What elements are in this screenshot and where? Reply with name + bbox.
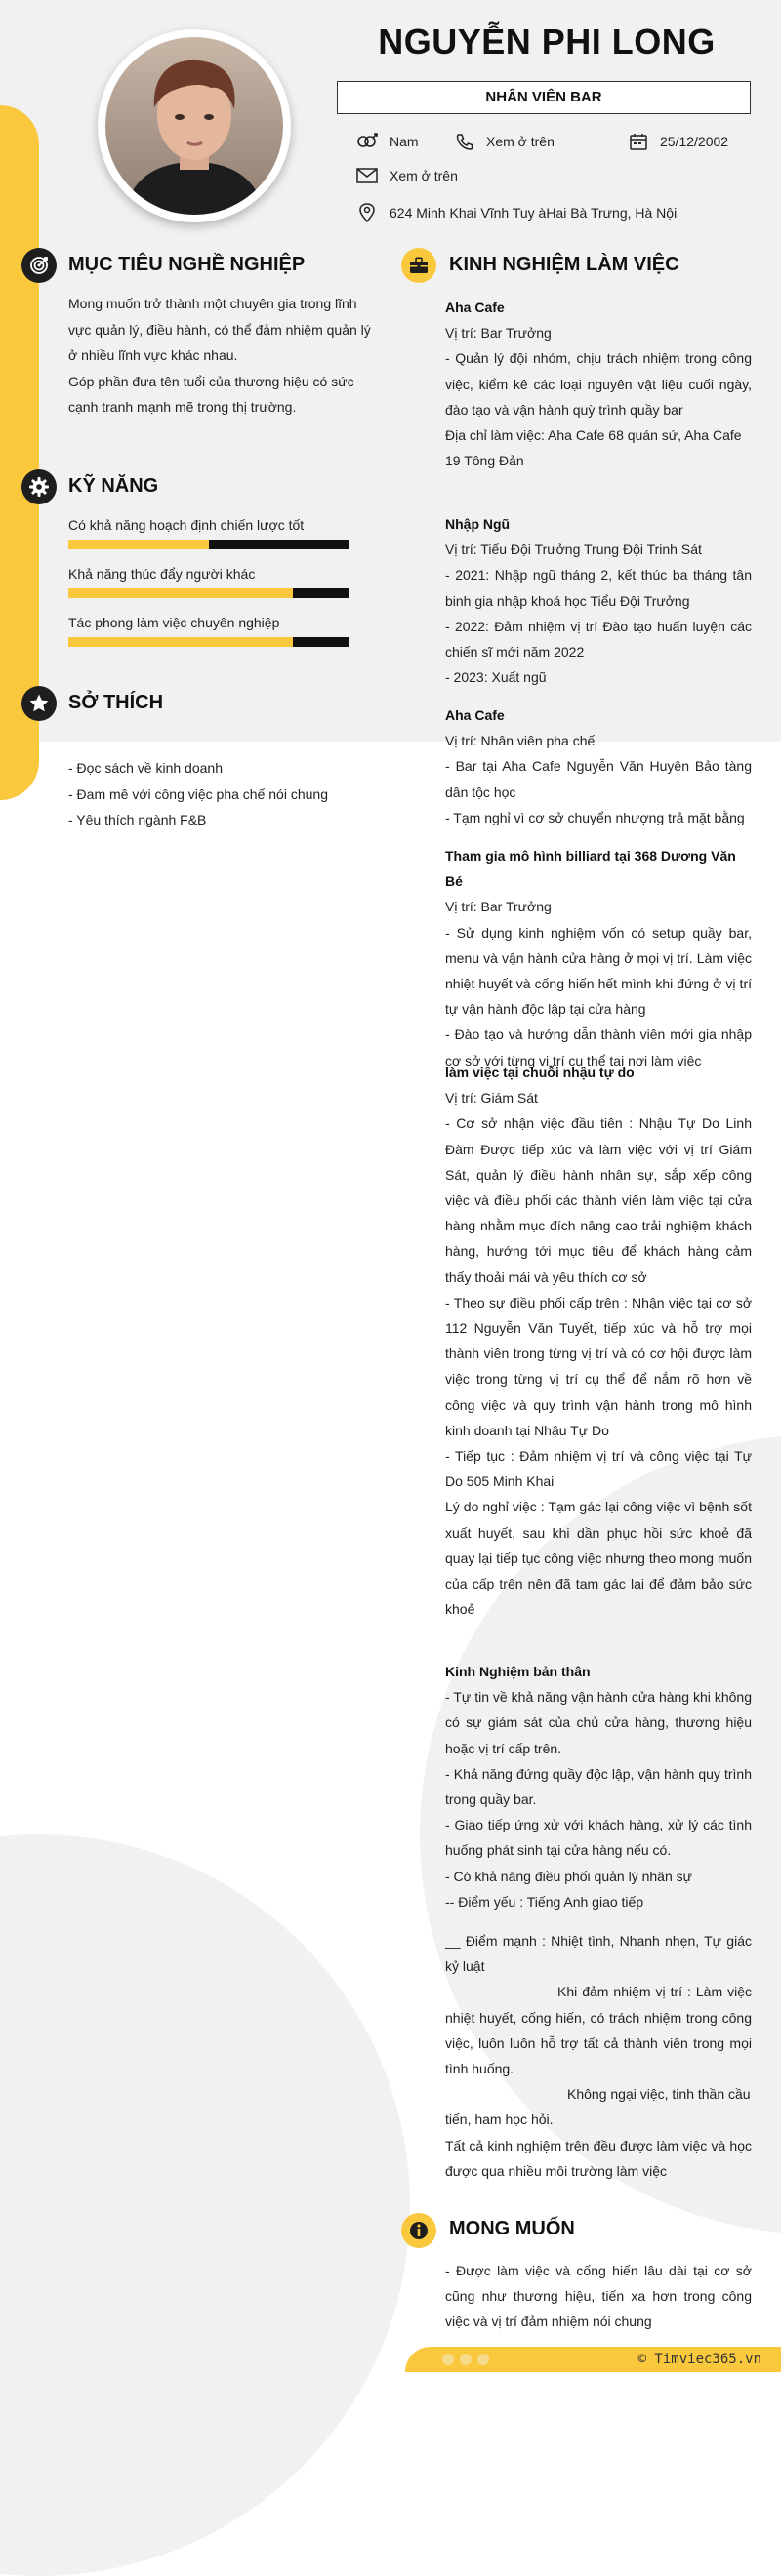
skill-label: Khả năng thúc đẩy người khác bbox=[68, 566, 256, 582]
experience-line: Lý do nghỉ việc : Tạm gác lại công việc vì bệnh sốt xuất huyết, sau khi dần phục hồi sức khoẻ đã quay lại tiếp tục công việc nhưng theo mong muốn của cấp trên nên đã tạm gác lại để đảm bảo sức khoẻ bbox=[445, 1499, 752, 1618]
footer-brand: © Timviec365.vn bbox=[637, 2352, 761, 2367]
company-name: Nhập Ngũ bbox=[445, 516, 511, 532]
experience-line: Vị trí: Bar Trưởng bbox=[445, 899, 552, 915]
avatar bbox=[105, 37, 283, 215]
experience-line: -- Điểm yếu : Tiếng Anh giao tiếp bbox=[445, 1893, 644, 1910]
experience-block bbox=[445, 1060, 752, 1622]
job-title: NHÂN VIÊN BAR bbox=[337, 81, 751, 114]
company-name: Tham gia mô hình billiard tại 368 Dương Văn Bé bbox=[445, 848, 736, 890]
experience-block bbox=[445, 295, 752, 473]
experience-line: - Cơ sở nhận việc đầu tiên : Nhậu Tự Do Linh Đàm Được tiếp xúc và làm việc với vị trí Giám Sát, quản lý điều hành nhân sự, sắp xếp công việc và điều phối các thành viên làm việc tại cửa hàng nhằm mục đích nâng cao trải nghiệm khách hàng, hướng tới mục tiêu để khách hàng cảm thấy thoải mái và yêu thích cơ sở bbox=[445, 1115, 752, 1285]
experience-line: - Có khả năng điều phối quản lý nhân sự bbox=[445, 1868, 692, 1884]
skill-bar-fill bbox=[68, 588, 293, 598]
objective-line: ở nhiều lĩnh vực khác nhau. bbox=[68, 347, 238, 363]
experience-block bbox=[445, 843, 752, 1073]
experience-line: - Đào tạo và hướng dẫn thành viên mới gia nhập cơ sở với từng vị trí cụ thể tại nơi làm việc bbox=[445, 1026, 752, 1068]
experience-block bbox=[445, 1659, 752, 1914]
footer-bar bbox=[405, 2347, 781, 2372]
gear-icon bbox=[28, 476, 50, 498]
decorative-circle bbox=[0, 1834, 410, 2576]
experience-line: - Khả năng đứng quầy độc lập, vận hành quy trình trong quầy bar. bbox=[445, 1765, 752, 1808]
desire-title: MONG MUỐN bbox=[449, 2218, 575, 2239]
skill-bar-fill bbox=[68, 540, 209, 549]
skills-section-icon bbox=[21, 469, 57, 504]
experience-line: Vị trí: Nhân viên pha chế bbox=[445, 733, 596, 749]
objective-text bbox=[68, 291, 381, 421]
experience-line: Vị trí: Giám Sát bbox=[445, 1090, 538, 1107]
experience-line: - Sử dụng kinh nghiệm vốn có setup quầy bar, menu và vận hành cửa hàng ở mọi vị trí. Làm việc nhiệt huyết và cống hiến hết mình khi đứng ở vị trí tự vận hành độc lập tại cửa hàng bbox=[445, 924, 752, 1018]
phone-icon bbox=[455, 133, 474, 150]
location-pin-icon bbox=[356, 203, 378, 222]
experience-line: - Tự tin về khả năng vận hành cửa hàng khi không có sự giám sát của chủ cửa hàng, thương hiệu hoặc vị trí cấp trên. bbox=[445, 1689, 752, 1756]
email-info bbox=[356, 168, 458, 183]
objective-line: cạnh tranh mạnh mẽ trong thị trường. bbox=[68, 399, 297, 415]
candidate-name: NGUYỄN PHI LONG bbox=[378, 21, 716, 61]
strength-line: Khi đảm nhiệm vị trí : Làm việc nhiệt huyết, cống hiến, có trách nhiệm trong công việc, luôn luôn hỗ trợ tất cả thành viên trong mọi tình huống. bbox=[445, 1984, 752, 2077]
address-text: 624 Minh Khai Vĩnh Tuy àHai Bà Trưng, Hà Nội bbox=[390, 205, 678, 221]
avatar-portrait-icon bbox=[105, 37, 283, 215]
address-info bbox=[356, 203, 677, 222]
phone-info bbox=[455, 133, 555, 150]
experience-line: - Tiếp tục : Đảm nhiệm vị trí và công việc tại Tự Do 505 Minh Khai bbox=[445, 1448, 752, 1490]
experience-title: KINH NGHIỆM LÀM VIỆC bbox=[449, 254, 679, 275]
experience-line: - Giao tiếp ứng xử với khách hàng, xử lý các tình huống phát sinh tại cửa hàng nếu có. bbox=[445, 1817, 752, 1859]
strengths-block bbox=[445, 1928, 752, 2184]
footer-dots bbox=[442, 2353, 495, 2370]
email-text: Xem ở trên bbox=[390, 168, 458, 183]
experience-line: - Quản lý đội nhóm, chịu trách nhiệm trong công việc, kiểm kê các loại nguyên vật liệu cuối ngày, đào tạo và vận hành quỳ trình quầy bar bbox=[445, 350, 752, 418]
hobbies-title: SỞ THÍCH bbox=[68, 692, 164, 713]
star-icon bbox=[28, 693, 50, 714]
experience-line: - Theo sự điều phối cấp trên : Nhận việc tại cơ sở 112 Nguyễn Văn Tuyết, tiếp xúc và hỗ trợ mọi thành viên trong từng vị trí và có cơ hội được làm việc trong từng vị trí cụ thể để nắm rõ hơn về công việc và quy trình vận hành trong mô hình kinh doanh tại Nhậu Tự Do bbox=[445, 1294, 752, 1438]
experience-line: - Tạm nghỉ vì cơ sở chuyển nhượng trả mặt bằng bbox=[445, 809, 745, 825]
objective-line: Góp phần đưa tên tuổi của thương hiệu có sức bbox=[68, 373, 354, 389]
skills-title: KỸ NĂNG bbox=[68, 475, 159, 497]
experience-line: - Bar tại Aha Cafe Nguyễn Văn Huyên Bảo tàng dân tộc học bbox=[445, 758, 752, 800]
gender-text: Nam bbox=[390, 134, 419, 149]
calendar-icon bbox=[629, 133, 648, 150]
skill-label: Tác phong làm việc chuyên nghiệp bbox=[68, 615, 280, 630]
hobby-item: - Yêu thích ngành F&B bbox=[68, 812, 207, 827]
experience-block bbox=[445, 703, 752, 830]
desire-text: - Được làm việc và cống hiến lâu dài tại cơ sở cũng như thương hiệu, tiến xa hơn trong công việc và vị trí đảm nhiệm nói chung bbox=[445, 2263, 752, 2330]
info-icon bbox=[408, 2220, 430, 2241]
objective-section-icon bbox=[21, 248, 57, 283]
gender-icon bbox=[356, 133, 378, 150]
experience-line: Địa chỉ làm việc: Aha Cafe 68 quán sứ, Aha Cafe 19 Tông Đản bbox=[445, 427, 742, 469]
skill-bar bbox=[68, 540, 349, 549]
birthdate-info bbox=[629, 133, 728, 150]
company-name: làm việc tại chuỗi nhậu tự do bbox=[445, 1065, 635, 1080]
briefcase-icon bbox=[409, 257, 429, 274]
skill-label: Có khả năng hoạch định chiến lược tốt bbox=[68, 517, 305, 533]
skill-bar bbox=[68, 588, 349, 598]
hobbies-section-icon bbox=[21, 686, 57, 721]
phone-text: Xem ở trên bbox=[486, 134, 555, 149]
hobby-item: - Đam mê với công việc pha chế nói chung bbox=[68, 785, 328, 802]
hobby-item: - Đọc sách về kinh doanh bbox=[68, 760, 223, 776]
experience-line: - 2023: Xuất ngũ bbox=[445, 669, 547, 686]
strength-line: Không ngại việc, tinh thần cầu tiến, ham học hỏi. bbox=[445, 2086, 751, 2128]
objective-line: Mong muốn trở thành một chuyên gia trong lĩnh bbox=[68, 296, 357, 311]
experience-line: - 2021: Nhập ngũ tháng 2, kết thúc ba tháng tân binh gia nhập khoá học Tiểu Đội Trưởng bbox=[445, 567, 752, 609]
birthdate-text: 25/12/2002 bbox=[660, 134, 729, 149]
objective-line: vực quản lý, điều hành, có thể đảm nhiệm quản lý bbox=[68, 321, 371, 338]
email-icon bbox=[356, 168, 378, 183]
experience-line: - 2022: Đảm nhiệm vị trí Đào tạo huấn luyện các chiến sĩ mới năm 2022 bbox=[445, 618, 752, 661]
hobbies-list bbox=[68, 755, 381, 833]
skill-bar bbox=[68, 637, 349, 647]
experience-line: Vị trí: Tiểu Đội Trưởng Trung Đội Trinh Sát bbox=[445, 542, 702, 558]
skill-bar-fill bbox=[68, 637, 293, 647]
target-icon bbox=[28, 255, 50, 276]
experience-block bbox=[445, 511, 752, 690]
company-name: Aha Cafe bbox=[445, 300, 505, 315]
experience-line: Vị trí: Bar Trưởng bbox=[445, 325, 552, 342]
objective-title: MỤC TIÊU NGHỀ NGHIỆP bbox=[68, 254, 306, 275]
strength-line: Tất cả kinh nghiệm trên đều được làm việc và học được qua nhiều môi trường làm việc bbox=[445, 2137, 752, 2179]
strength-line: __ Điểm mạnh : Nhiệt tình, Nhanh nhẹn, Tự giác kỷ luật bbox=[445, 1933, 752, 1975]
desire-section-icon bbox=[401, 2213, 436, 2248]
company-name: Kinh Nghiệm bản thân bbox=[445, 1664, 591, 1679]
company-name: Aha Cafe bbox=[445, 707, 505, 723]
experience-section-icon bbox=[401, 248, 436, 283]
gender-info bbox=[356, 133, 419, 150]
